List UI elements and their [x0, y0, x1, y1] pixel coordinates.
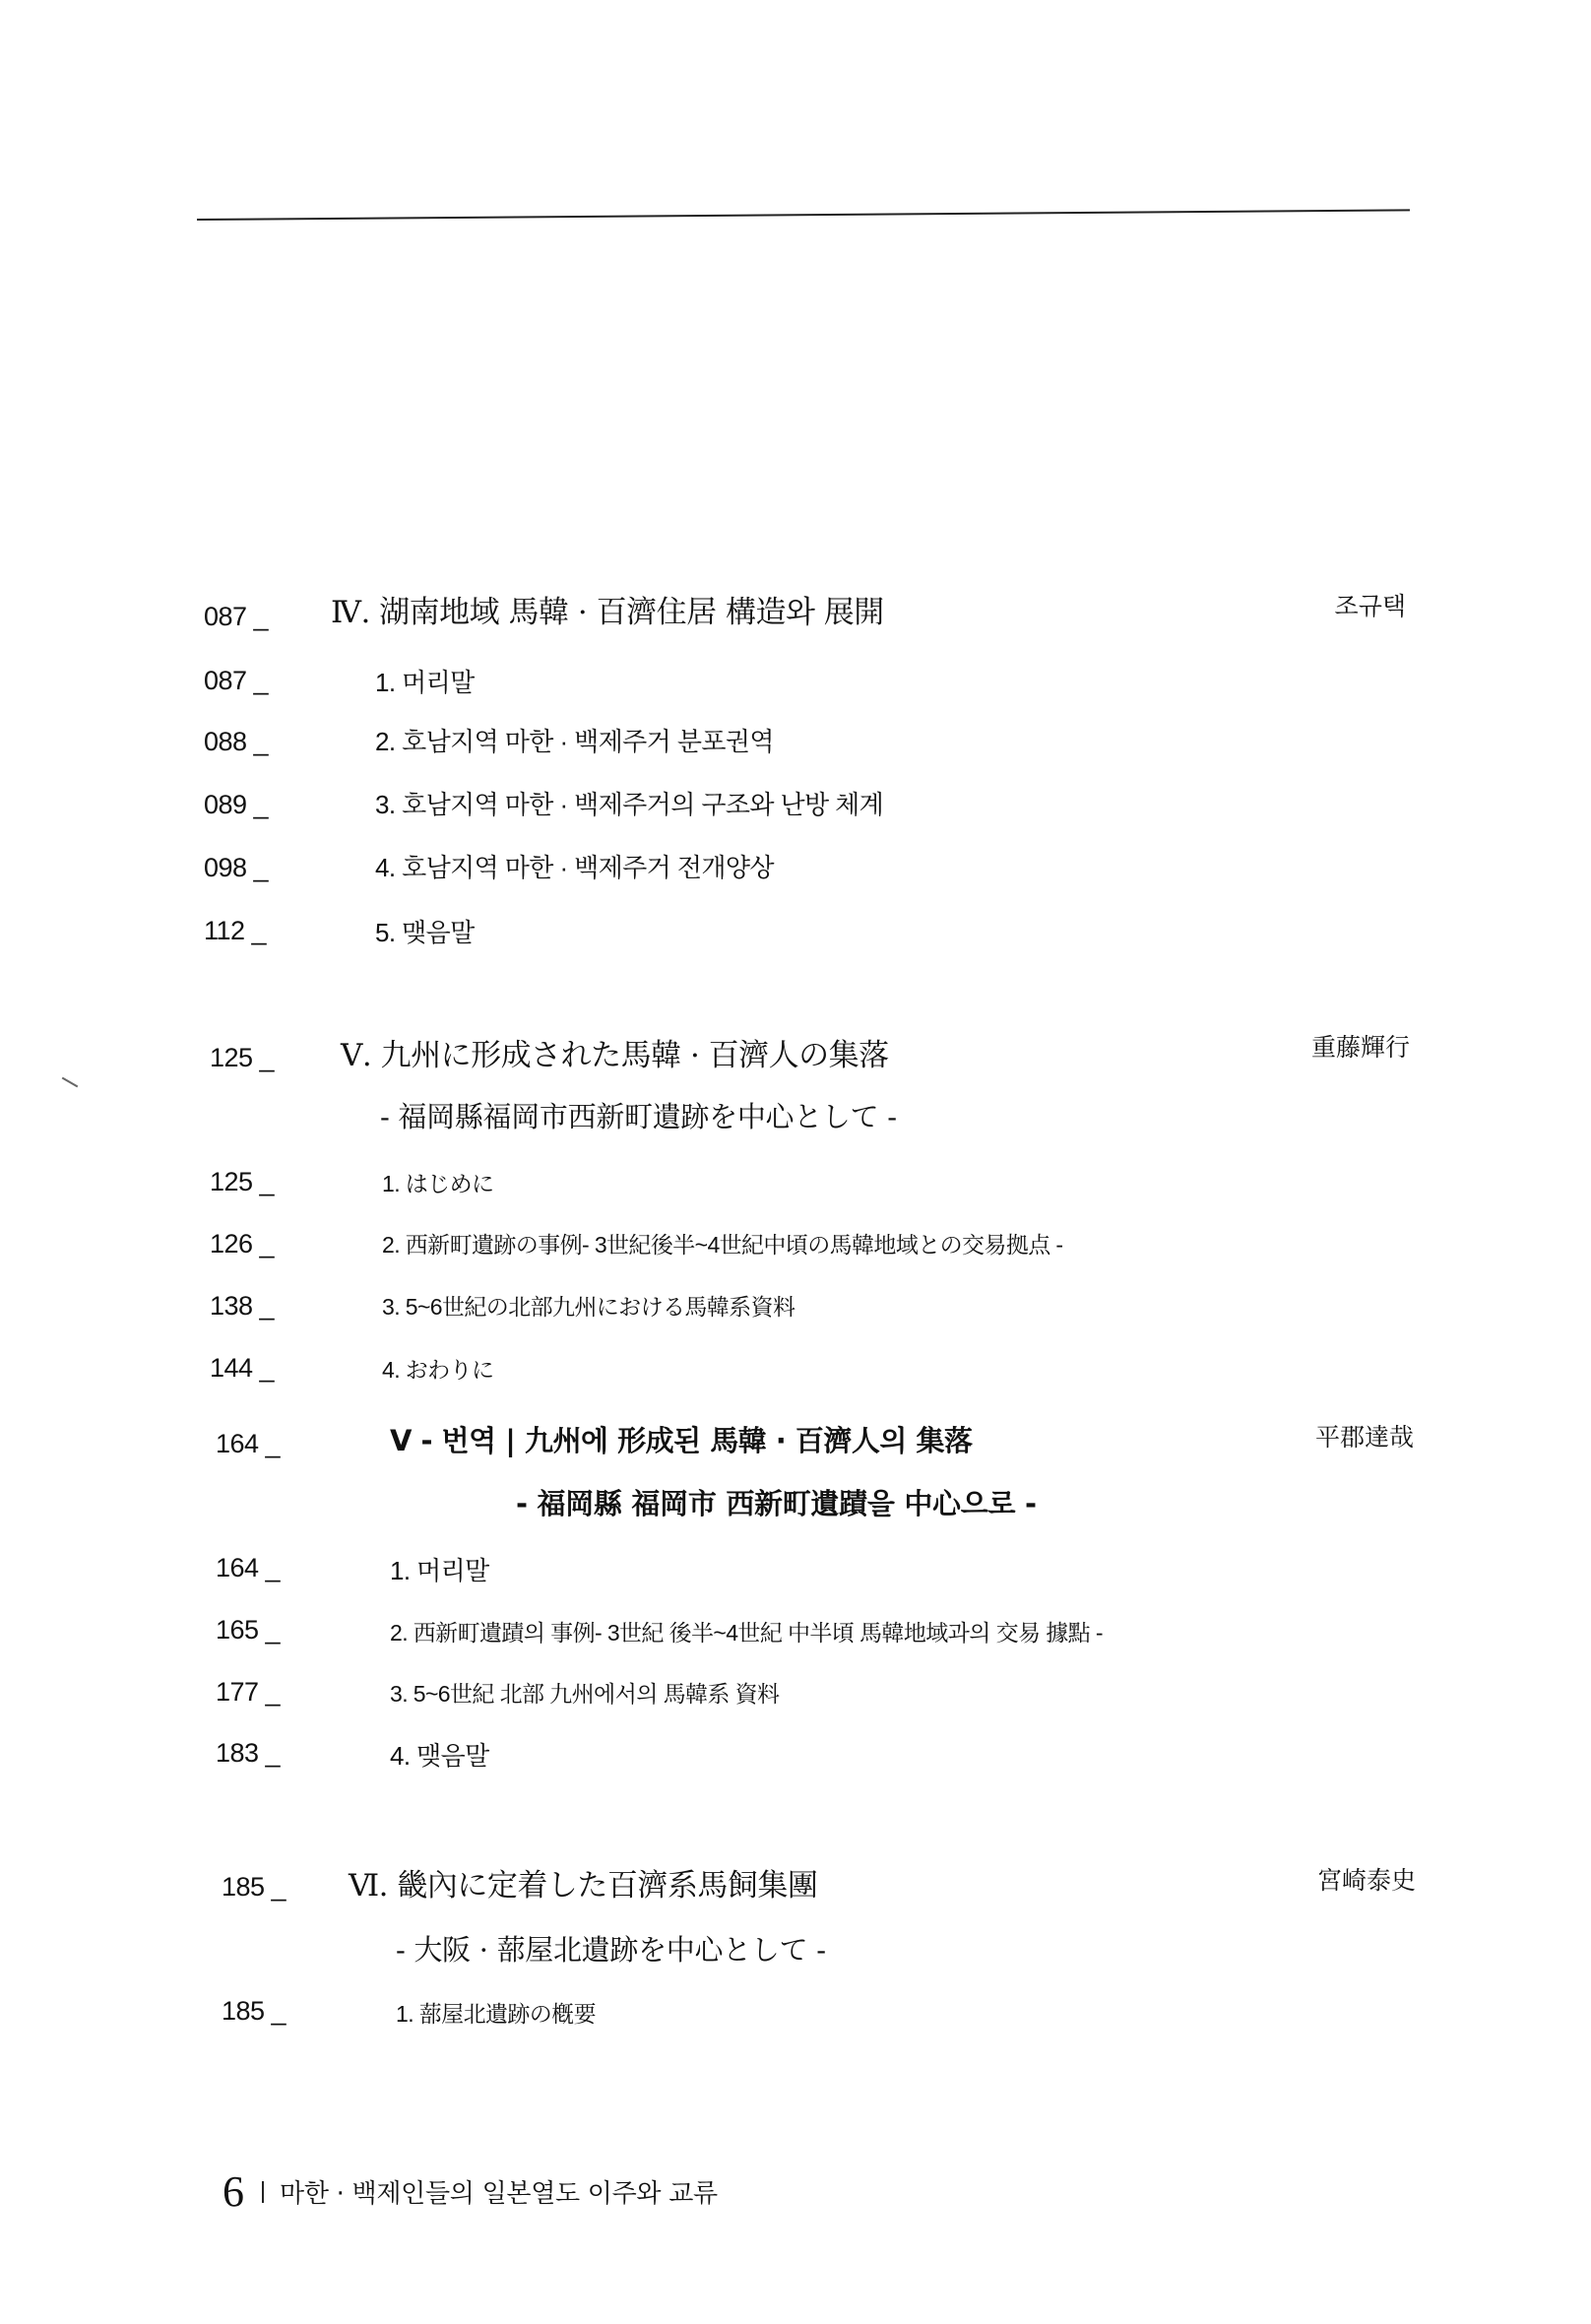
footer-separator: [262, 2181, 264, 2203]
section-label: 2. 西新町遺跡の事例- 3世紀後半~4世紀中頃の馬韓地域との交易拠点 -: [382, 1232, 1063, 1258]
section-label: 2. 호남지역 마한 · 백제주거 분포권역: [375, 727, 774, 756]
section-label: 1. 머리말: [375, 668, 475, 697]
section-label: 1. はじめに: [382, 1171, 494, 1196]
section-page-number: 183 _: [216, 1738, 281, 1768]
section-label: 3. 5~6世紀 北部 九州에서의 馬韓系 資料: [390, 1681, 780, 1707]
section-page-number: 177 _: [216, 1677, 281, 1707]
chapter-page-number: 087 _: [204, 602, 269, 631]
section-label: 2. 西新町遺蹟의 事例- 3世紀 後半~4世紀 中半頃 馬韓地域과의 交易 據點 -: [390, 1620, 1103, 1646]
section-page-number: 144 _: [210, 1353, 275, 1383]
chapter-author: 重藤輝行: [1310, 1033, 1410, 1062]
section-page-number: 126 _: [210, 1229, 275, 1259]
chapter-title: Ⅳ. 湖南地域 馬韓 · 百濟住居 構造와 展開: [331, 595, 884, 630]
chapter-page-number: 164 _: [216, 1429, 281, 1458]
section-page-number: 164 _: [216, 1553, 281, 1582]
section-page-number: 125 _: [210, 1167, 275, 1196]
section-label: 3. 호남지역 마한 · 백제주거의 구조와 난방 체계: [375, 790, 884, 819]
chapter-title: Ⅵ. 畿內に定着した百濟系馬飼集團: [349, 1868, 818, 1904]
section-page-number: 165 _: [216, 1615, 281, 1645]
chapter-author: 宮崎泰史: [1316, 1866, 1416, 1895]
section-label: 4. おわりに: [382, 1357, 494, 1383]
section-page-number: 138 _: [210, 1291, 275, 1321]
section-page-number: 112 _: [204, 916, 267, 945]
chapter-title: Ⅴ. 九州に形成された馬韓 · 百濟人の集落: [341, 1038, 889, 1073]
section-label: 1. 머리말: [390, 1556, 489, 1585]
chapter-author: 조규택: [1334, 592, 1406, 620]
section-label: 4. 맺음말: [390, 1741, 489, 1771]
chapter-page-number: 125 _: [210, 1043, 275, 1072]
chapter-subtitle: - 福岡縣 福岡市 西新町遺蹟을 中心으로 -: [516, 1487, 1037, 1520]
page-footer: [223, 2166, 718, 2217]
section-label: 1. 蔀屋北遺跡の槪要: [396, 2001, 596, 2027]
section-label: 4. 호남지역 마한 · 백제주거 전개양상: [375, 853, 774, 882]
chapter-subtitle: - 大阪 · 蔀屋北遺跡を中心として -: [396, 1933, 826, 1967]
section-page-number: 088 _: [204, 727, 269, 756]
section-label: 3. 5~6世紀の北部九州における馬韓系資料: [382, 1294, 796, 1320]
section-page-number: 185 _: [222, 1996, 286, 2026]
section-page-number: 089 _: [204, 790, 269, 819]
section-label: 5. 맺음말: [375, 918, 475, 947]
section-page-number: 098 _: [204, 853, 269, 882]
chapter-page-number: 185 _: [222, 1872, 286, 1902]
chapter-title: Ⅴ - 번역 | 九州에 形成된 馬韓 · 百濟人의 集落: [390, 1424, 973, 1457]
footer-page-number: 6: [223, 2167, 244, 2216]
section-page-number: 087 _: [204, 666, 269, 695]
footer-book-title: 마한 · 백제인들의 일본열도 이주와 교류: [280, 2179, 718, 2209]
chapter-author: 平郡達哉: [1314, 1423, 1414, 1452]
chapter-subtitle: - 福岡縣福岡市西新町遺跡を中心として -: [380, 1100, 897, 1133]
